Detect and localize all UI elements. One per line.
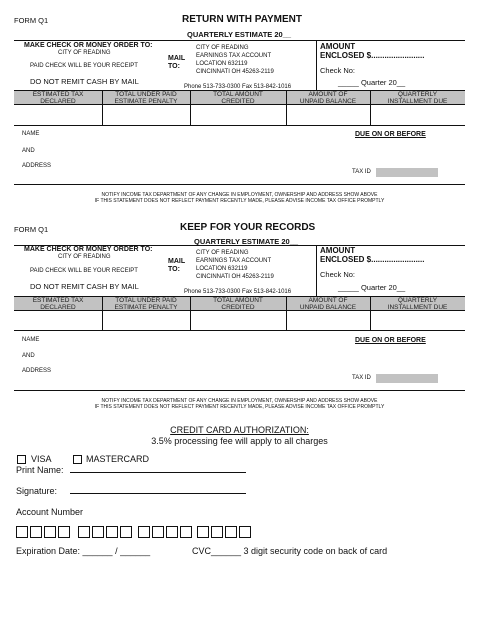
column-header-under-paid-penalty: TOTAL UNDER PAID ESTIMATE PENALTY [114, 91, 178, 105]
column-header-unpaid-balance: AMOUNT OF UNPAID BALANCE [299, 297, 357, 311]
paid-check-note: PAID CHECK WILL BE YOUR RECEIPT [30, 63, 138, 69]
form-label: FORM Q1 [14, 16, 49, 25]
account-number-group-4[interactable] [197, 526, 253, 544]
account-number-label: Account Number [16, 507, 84, 517]
column-header-amount-credited: TOTAL AMOUNT CREDITED [213, 297, 263, 311]
no-cash-note: DO NOT REMIT CASH BY MAIL [30, 282, 139, 291]
column-header-estimated-tax: ESTIMATED TAX DECLARED [32, 297, 84, 311]
mail-address-line: EARNINGS TAX ACCOUNT [196, 53, 272, 59]
account-number-group-1[interactable] [16, 526, 72, 544]
quarter-field[interactable]: _____ Quarter 20__ [338, 283, 406, 292]
and-label: AND [22, 353, 35, 359]
mail-to-label: MAIL [168, 258, 186, 265]
divider [14, 125, 465, 126]
and-label: AND [22, 148, 35, 154]
divider [14, 184, 465, 185]
mail-address-line: LOCATION 632119 [196, 266, 248, 272]
column-header-installment-due: QUARTERLY INSTALLMENT DUE [387, 297, 448, 311]
expiration-date-field[interactable]: Expiration Date: ______ / ______ [16, 546, 151, 556]
make-check-payee: CITY OF READING [58, 50, 111, 56]
notice-line: NOTIFY INCOME TAX DEPARTMENT OF ANY CHANGE IN EMPLOYMENT, OWNERSHIP AND ADDRESS SHOW ABOVE [101, 192, 378, 198]
name-label: NAME [22, 131, 40, 137]
cvc-field[interactable]: CVC______ 3 digit security code on back of card [192, 546, 388, 556]
column-header-under-paid-penalty: TOTAL UNDER PAID ESTIMATE PENALTY [114, 297, 178, 311]
paid-check-note: PAID CHECK WILL BE YOUR RECEIPT [30, 268, 138, 274]
column-header-installment-due: QUARTERLY INSTALLMENT DUE [387, 91, 448, 105]
tax-id-field[interactable] [376, 374, 438, 383]
processing-fee-note: 3.5% processing fee will apply to all charges [151, 436, 328, 446]
signature-label: Signature: [16, 486, 58, 496]
mastercard-label: MASTERCARD [86, 454, 150, 464]
section-title: RETURN WITH PAYMENT [182, 14, 302, 25]
amount-enclosed-field[interactable]: ENCLOSED $........................ [320, 51, 425, 60]
divider [14, 40, 465, 41]
notice-line: NOTIFY INCOME TAX DEPARTMENT OF ANY CHANGE IN EMPLOYMENT, OWNERSHIP AND ADDRESS SHOW ABOVE [101, 398, 378, 404]
section-subtitle: QUARTERLY ESTIMATE 20__ [187, 30, 292, 39]
notice-line: IF THIS STATEMENT DOES NOT REFLECT PAYMENT RECENTLY MADE, PLEASE ADVISE INCOME TAX OFFICE PROMPTLY [94, 198, 385, 204]
amount-enclosed-field[interactable]: ENCLOSED $........................ [320, 255, 425, 264]
address-label: ADDRESS [22, 163, 52, 169]
credit-card-heading: CREDIT CARD AUTHORIZATION: [170, 425, 309, 435]
amount-enclosed-label: AMOUNT [320, 246, 356, 255]
quarter-field[interactable]: _____ Quarter 20__ [338, 78, 406, 87]
print-name-label: Print Name: [16, 465, 64, 475]
divider [14, 390, 465, 391]
print-name-line[interactable] [70, 472, 246, 473]
mail-address-line: LOCATION 632119 [196, 61, 248, 67]
mail-to-label: TO: [168, 266, 180, 273]
make-check-heading: MAKE CHECK OR MONEY ORDER TO: [24, 42, 153, 49]
check-number-field[interactable]: Check No: [320, 270, 356, 279]
divider [316, 40, 317, 90]
check-number-field[interactable]: Check No: [320, 66, 356, 75]
section-title: KEEP FOR YOUR RECORDS [180, 222, 316, 233]
name-label: NAME [22, 337, 40, 343]
address-label: ADDRESS [22, 368, 52, 374]
mail-address-line: EARNINGS TAX ACCOUNT [196, 258, 272, 264]
section-subtitle: QUARTERLY ESTIMATE 20__ [194, 237, 299, 246]
tax-id-label: TAX ID [352, 169, 371, 175]
make-check-payee: CITY OF READING [58, 254, 111, 260]
make-check-heading: MAKE CHECK OR MONEY ORDER TO: [24, 246, 153, 253]
mastercard-checkbox[interactable] [73, 455, 82, 464]
column-header-amount-credited: TOTAL AMOUNT CREDITED [213, 91, 263, 105]
column-header-estimated-tax: ESTIMATED TAX DECLARED [32, 91, 84, 105]
mail-address-line: CITY OF READING [196, 45, 249, 51]
divider [316, 245, 317, 296]
tax-id-label: TAX ID [352, 375, 371, 381]
notice-line: IF THIS STATEMENT DOES NOT REFLECT PAYMENT RECENTLY MADE, PLEASE ADVISE INCOME TAX OFFICE PROMPTLY [94, 404, 385, 410]
visa-checkbox[interactable] [17, 455, 26, 464]
phone-fax: Phone 513-733-0300 Fax 513-842-1016 [184, 289, 292, 295]
due-date-label: DUE ON OR BEFORE [355, 131, 426, 138]
form-label: FORM Q1 [14, 225, 49, 234]
amount-enclosed-label: AMOUNT [320, 42, 356, 51]
account-number-group-2[interactable] [78, 526, 134, 544]
signature-line[interactable] [70, 493, 246, 494]
visa-label: VISA [31, 454, 52, 464]
account-number-group-3[interactable] [138, 526, 194, 544]
column-header-unpaid-balance: AMOUNT OF UNPAID BALANCE [299, 91, 357, 105]
phone-fax: Phone 513-733-0300 Fax 513-842-1016 [184, 84, 292, 90]
due-date-label: DUE ON OR BEFORE [355, 337, 426, 344]
no-cash-note: DO NOT REMIT CASH BY MAIL [30, 77, 139, 86]
mail-to-label: TO: [168, 63, 180, 70]
mail-address-line: CINCINNATI OH 45263-2119 [196, 69, 274, 75]
mail-address-line: CINCINNATI OH 45263-2119 [196, 274, 274, 280]
mail-to-label: MAIL [168, 55, 186, 62]
tax-id-field[interactable] [376, 168, 438, 177]
mail-address-line: CITY OF READING [196, 250, 249, 256]
divider [14, 330, 465, 331]
